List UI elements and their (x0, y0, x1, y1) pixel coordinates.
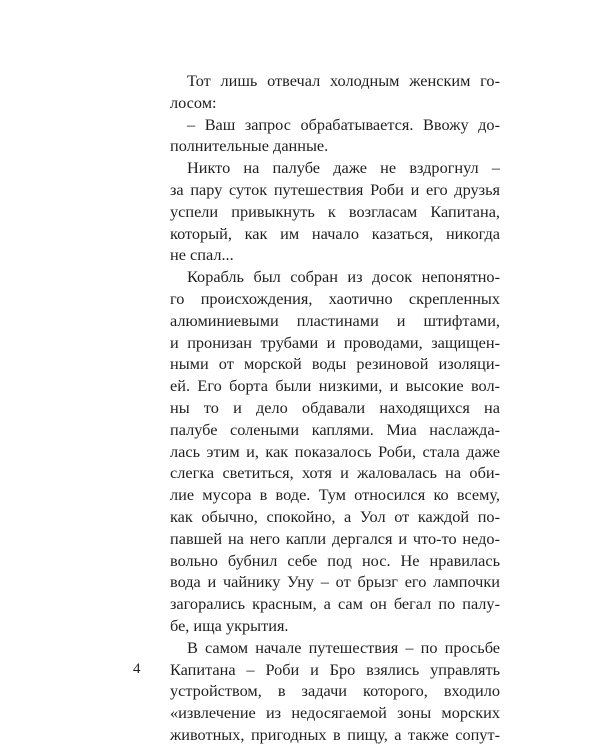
text-line: лие мусора в воде. Тум относился ко всему, (170, 485, 500, 505)
text-line: палубе солеными каплями. Миа наслажда- (170, 419, 500, 439)
text-line: который, как им начало казаться, никогда (170, 223, 500, 243)
text-line: и пронизан трубами и проводами, защищен- (170, 332, 500, 352)
text-line: Капитана – Роби и Бро взялись управлять (170, 659, 500, 679)
text-line: животных, пригодных в пищу, а также сопут- (170, 724, 500, 744)
text-line: В самом начале путешествия – по просьбе (187, 637, 500, 657)
text-line: Тот лишь отвечал холодным женским го- (187, 71, 500, 90)
body-text (170, 70, 500, 746)
text-line: успели привыкнуть к возгласам Капитана, (170, 201, 500, 221)
page-number: 4 (133, 661, 141, 677)
text-line: алюминиевыми пластинами и штифтами, (170, 310, 500, 330)
text-line: – Ваш запрос обрабатывается. Ввожу до- (187, 114, 500, 134)
text-line: ными от морской воды резиновой изоляци- (170, 354, 500, 374)
text-line: лосом: (170, 92, 217, 112)
text-line: ей. Его борта были низкими, и высокие вол- (170, 376, 500, 396)
text-line: за пару суток путешествия Роби и его друзья (170, 179, 500, 199)
text-line: го происхождения, хаотично скрепленных (170, 288, 500, 308)
text-line: устройством, в задачи которого, входило (170, 681, 500, 701)
text-line: как обычно, спокойно, а Уол от каждой по- (170, 506, 500, 526)
text-line: бе, ища укрытия. (170, 615, 289, 635)
text-line: Никто на палубе даже не вздрогнул – (187, 158, 500, 178)
text-line: «извлечение из недосягаемой зоны морских (170, 703, 500, 723)
text-line: не спал... (170, 245, 234, 265)
text-line: загорались красным, а сам он бегал по палу- (170, 594, 500, 614)
text-line: павшей на него капли дергался и что-то недо- (170, 528, 500, 548)
text-line: вольно бубнил себе под нос. Не нравилась (170, 550, 500, 570)
text-line: ны то и дело обдавали находящихся на (170, 397, 500, 417)
text-line: Корабль был собран из досок непонятно- (187, 267, 500, 287)
text-line: вода и чайнику Уну – от брызг его лампочки (170, 572, 500, 592)
text-line: слегка светиться, хотя и жаловалась на оби- (170, 463, 500, 483)
text-line: лась этим и, как показалось Роби, стала даже (170, 441, 500, 461)
text-line: полнительные данные. (170, 136, 329, 156)
